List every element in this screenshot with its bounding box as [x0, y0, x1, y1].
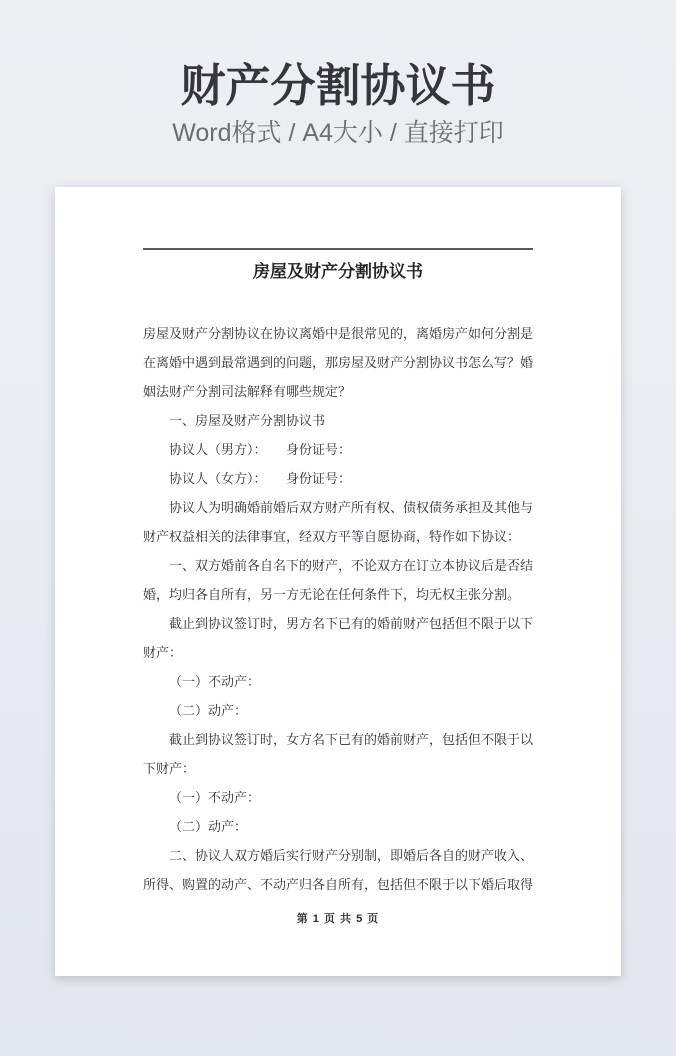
paragraph: （一）不动产：: [169, 674, 261, 689]
paragraph: 房屋及财产分割协议在协议离婚中是很常见的，离婚房产如何分割是在离婚中遇到最常遇到的问题，那房屋及财产分割协议书怎么写？婚姻法财产分割司法解释有哪些规定？: [143, 326, 534, 399]
paragraph: 二、协议人双方婚后实行财产分别制，即婚后各自的财产收入、所得、购置的动产、不动产归各自所有，包括但不限于以下婚后取得: [143, 848, 534, 892]
document-top-rule: [143, 248, 533, 250]
paragraph: （二）动产：: [169, 703, 248, 718]
header-banner: [0, 0, 676, 148]
document-page-preview: [55, 187, 621, 976]
paragraph: 协议人（男方）： 身份证号：: [169, 442, 352, 457]
paragraph: （二）动产：: [169, 819, 248, 834]
document-title: 房屋及财产分割协议书: [253, 262, 423, 281]
paragraph: 协议人（女方）： 身份证号：: [169, 471, 352, 486]
page-title: 财产分割协议书: [180, 60, 496, 111]
page-number-footer: 第 1 页 共 5 页: [296, 913, 380, 925]
paragraph: 协议人为明确婚前婚后双方财产所有权、债权债务承担及其他与财产权益相关的法律事宜，经双方平等自愿协商，特作如下协议：: [143, 500, 534, 544]
document-body: [143, 319, 533, 899]
page-subtitle: Word格式 / A4大小 / 直接打印: [172, 119, 504, 147]
paragraph: 一、房屋及财产分割协议书: [169, 413, 326, 428]
paragraph: 截止到协议签订时，男方名下已有的婚前财产包括但不限于以下财产：: [143, 616, 534, 660]
paragraph: 一、双方婚前各自名下的财产，不论双方在订立本协议后是否结婚，均归各自所有，另一方无论在任何条件下，均无权主张分割。: [143, 558, 534, 602]
paragraph: （一）不动产：: [169, 790, 261, 805]
paragraph: 截止到协议签订时，女方名下已有的婚前财产，包括但不限于以下财产：: [143, 732, 534, 776]
